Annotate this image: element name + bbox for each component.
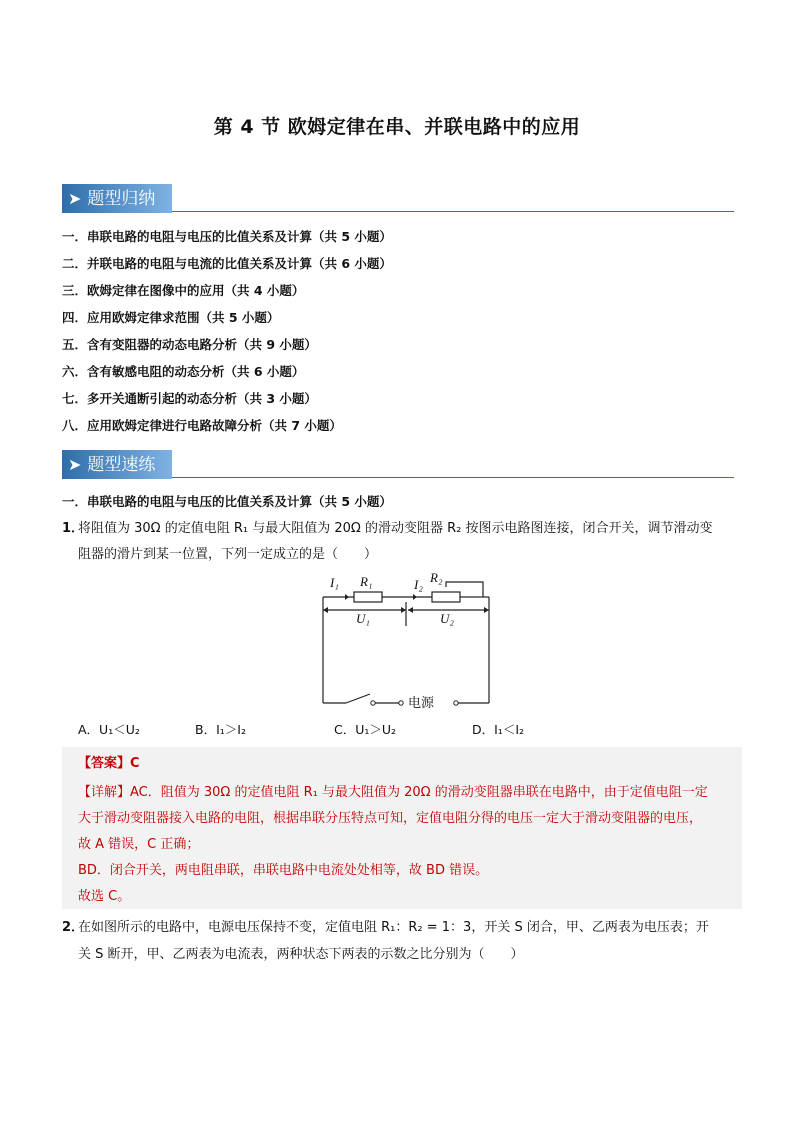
resistor-r1 xyxy=(354,592,382,602)
banner-label: 题型速练 xyxy=(87,455,156,475)
topic-item: 六．含有敏感电阻的动态分析（共 6 小题） xyxy=(62,364,305,379)
switch xyxy=(346,694,370,703)
answer-label: 【答案】C xyxy=(78,756,140,771)
question-1 xyxy=(62,516,742,568)
question-number: 2． xyxy=(62,920,85,935)
explanation-line: 故选 C。 xyxy=(78,889,131,904)
label-i1: I₁ xyxy=(330,575,339,590)
option-d[interactable]: D．I₁＜I₂ xyxy=(472,722,525,737)
answer-panel xyxy=(62,747,742,909)
section-heading: 一．串联电路的电阻与电压的比值关系及计算（共 5 小题） xyxy=(62,494,392,509)
topic-item: 八．应用欧姆定律进行电路故障分析（共 7 小题） xyxy=(62,418,342,433)
label-power-source: 电源 xyxy=(408,696,435,711)
explanation-line: 大于滑动变阻器接入电路的电阻，根据串联分压特点可知，定值电阻分得的电压一定大于滑动变阻器的电压， xyxy=(78,811,703,826)
question-text: 将阻值为 30Ω 的定值电阻 R₁ 与最大阻值为 20Ω 的滑动变阻器 R₂ 按图示电路图连接，闭合开关，调节滑动变 xyxy=(78,521,713,536)
resistor-r2 xyxy=(432,592,460,602)
topic-item: 七．多开关通断引起的动态分析（共 3 小题） xyxy=(62,391,317,406)
question-number: 1． xyxy=(62,521,85,536)
option-a[interactable]: A．U₁＜U₂ xyxy=(78,722,140,737)
label-u1: U₁ xyxy=(356,611,370,626)
option-c[interactable]: C．U₁＞U₂ xyxy=(334,722,397,737)
topic-item: 三．欧姆定律在图像中的应用（共 4 小题） xyxy=(62,283,305,298)
banner-label: 题型归纳 xyxy=(87,189,156,209)
divider xyxy=(172,477,734,478)
explanation-line: 故 A 错误，C 正确； xyxy=(78,837,200,852)
arrow-icon: ➤ xyxy=(68,455,82,474)
label-r1: R₁ xyxy=(360,574,373,589)
label-u2: U₂ xyxy=(440,611,454,626)
section-banner-practice xyxy=(62,450,734,479)
question-text: 在如图所示的电路中，电源电压保持不变，定值电阻 R₁：R₂ = 1：3，开关 S 闭合，甲、乙两表为电压表；开 xyxy=(78,920,709,935)
topic-list xyxy=(62,228,392,444)
topic-item: 五．含有变阻器的动态电路分析（共 9 小题） xyxy=(62,337,317,352)
divider xyxy=(172,211,734,212)
option-b[interactable]: B．I₁＞I₂ xyxy=(195,722,246,737)
circuit-diagram xyxy=(318,570,498,712)
topic-item: 一．串联电路的电阻与电压的比值关系及计算（共 5 小题） xyxy=(62,229,392,244)
topic-item: 二．并联电路的电阻与电流的比值关系及计算（共 6 小题） xyxy=(62,256,392,271)
arrow-icon: ➤ xyxy=(68,189,82,208)
question-text: 关 S 断开，甲、乙两表为电流表，两种状态下两表的示数之比分别为（ ） xyxy=(78,947,524,962)
question-text: 阻器的滑片到某一位置，下列一定成立的是（ ） xyxy=(78,547,378,562)
question-2 xyxy=(62,914,752,968)
section-banner-summary xyxy=(62,184,734,213)
topic-item: 四．应用欧姆定律求范围（共 5 小题） xyxy=(62,310,280,325)
label-i2: I₂ xyxy=(414,577,423,592)
page-title: 第 4 节 欧姆定律在串、并联电路中的应用 xyxy=(213,116,581,138)
explanation-line: 【详解】AC．阻值为 30Ω 的定值电阻 R₁ 与最大阻值为 20Ω 的滑动变阻器串联在电路中，由于定值电阻一定 xyxy=(78,785,708,800)
explanation-line: BD．闭合开关，两电阻串联，串联电路中电流处处相等，故 BD 错误。 xyxy=(78,863,489,878)
label-r2: R₂ xyxy=(430,570,443,585)
